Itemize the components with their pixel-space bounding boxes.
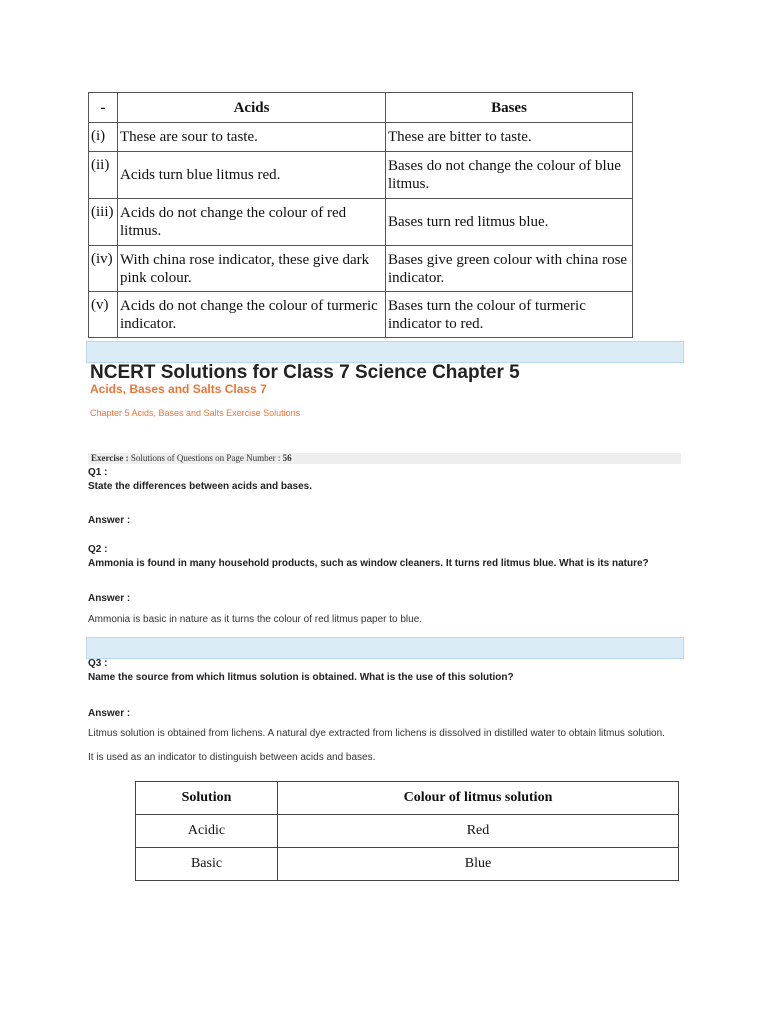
solution-cell: Acidic — [136, 815, 278, 848]
q3-text: Name the source from which litmus solution is obtained. What is the use of this solution? — [88, 672, 514, 683]
acid-cell: Acids do not change the colour of red litmus. — [118, 199, 386, 246]
acid-cell: Acids turn blue litmus red. — [118, 152, 386, 199]
base-cell: Bases give green colour with china rose indicator. — [386, 246, 633, 292]
base-cell: These are bitter to taste. — [386, 123, 633, 152]
header-cell: Acids — [118, 93, 386, 123]
highlight-bar — [86, 637, 684, 659]
colour-cell: Blue — [278, 848, 679, 881]
exercise-label: Exercise : — [91, 453, 129, 463]
row-number: (v) — [89, 292, 118, 338]
q3-answer-1: Litmus solution is obtained from lichens. A natural dye extracted from lichens is dissolved in distilled water to obtain litmus solution. — [88, 728, 665, 739]
q1-label: Q1 : — [88, 467, 108, 478]
table-row — [89, 292, 633, 338]
q3-answer-label: Answer : — [88, 708, 131, 719]
table-row — [136, 848, 679, 881]
q2-answer-label: Answer : — [88, 593, 131, 604]
table-row — [89, 123, 633, 152]
header-cell: Solution — [136, 782, 278, 815]
row-number: (iv) — [89, 246, 118, 292]
q1-text: State the differences between acids and bases. — [88, 481, 312, 492]
table-header-row — [136, 782, 679, 815]
base-cell: Bases turn red litmus blue. — [386, 199, 633, 246]
page-subtitle: Acids, Bases and Salts Class 7 — [90, 382, 267, 396]
exercise-bar — [88, 453, 681, 464]
q3-label: Q3 : — [88, 658, 108, 669]
litmus-table — [135, 781, 679, 881]
q1-answer-label: Answer : — [88, 515, 131, 526]
acid-cell: Acids do not change the colour of turmeric indicator. — [118, 292, 386, 338]
header-cell: Bases — [386, 93, 633, 123]
q2-label: Q2 : — [88, 544, 108, 555]
solution-cell: Basic — [136, 848, 278, 881]
row-number: (ii) — [89, 152, 118, 199]
exercise-page: 56 — [282, 453, 292, 463]
row-number: (i) — [89, 123, 118, 152]
header-cell: Colour of litmus solution — [278, 782, 679, 815]
highlight-bar — [86, 341, 684, 363]
base-cell: Bases do not change the colour of blue litmus. — [386, 152, 633, 199]
header-cell: - — [89, 93, 118, 123]
table-row — [136, 815, 679, 848]
q2-answer: Ammonia is basic in nature as it turns the colour of red litmus paper to blue. — [88, 614, 423, 625]
q2-text: Ammonia is found in many household products, such as window cleaners. It turns red litmus blue. What is its nature? — [88, 558, 649, 569]
chapter-link[interactable]: Chapter 5 Acids, Bases and Salts Exercise Solutions — [90, 408, 301, 418]
table-row — [89, 246, 633, 292]
base-cell: Bases turn the colour of turmeric indicator to red. — [386, 292, 633, 338]
page-title: NCERT Solutions for Class 7 Science Chapter 5 — [90, 362, 520, 383]
table-header-row — [89, 93, 633, 123]
table-row — [89, 152, 633, 199]
acid-cell: With china rose indicator, these give dark pink colour. — [118, 246, 386, 292]
exercise-text: Solutions of Questions on Page Number : — [128, 453, 283, 463]
table-row — [89, 199, 633, 246]
acids-bases-table — [88, 92, 633, 338]
acid-cell: These are sour to taste. — [118, 123, 386, 152]
q3-answer-2: It is used as an indicator to distinguish between acids and bases. — [88, 752, 376, 763]
colour-cell: Red — [278, 815, 679, 848]
row-number: (iii) — [89, 199, 118, 246]
